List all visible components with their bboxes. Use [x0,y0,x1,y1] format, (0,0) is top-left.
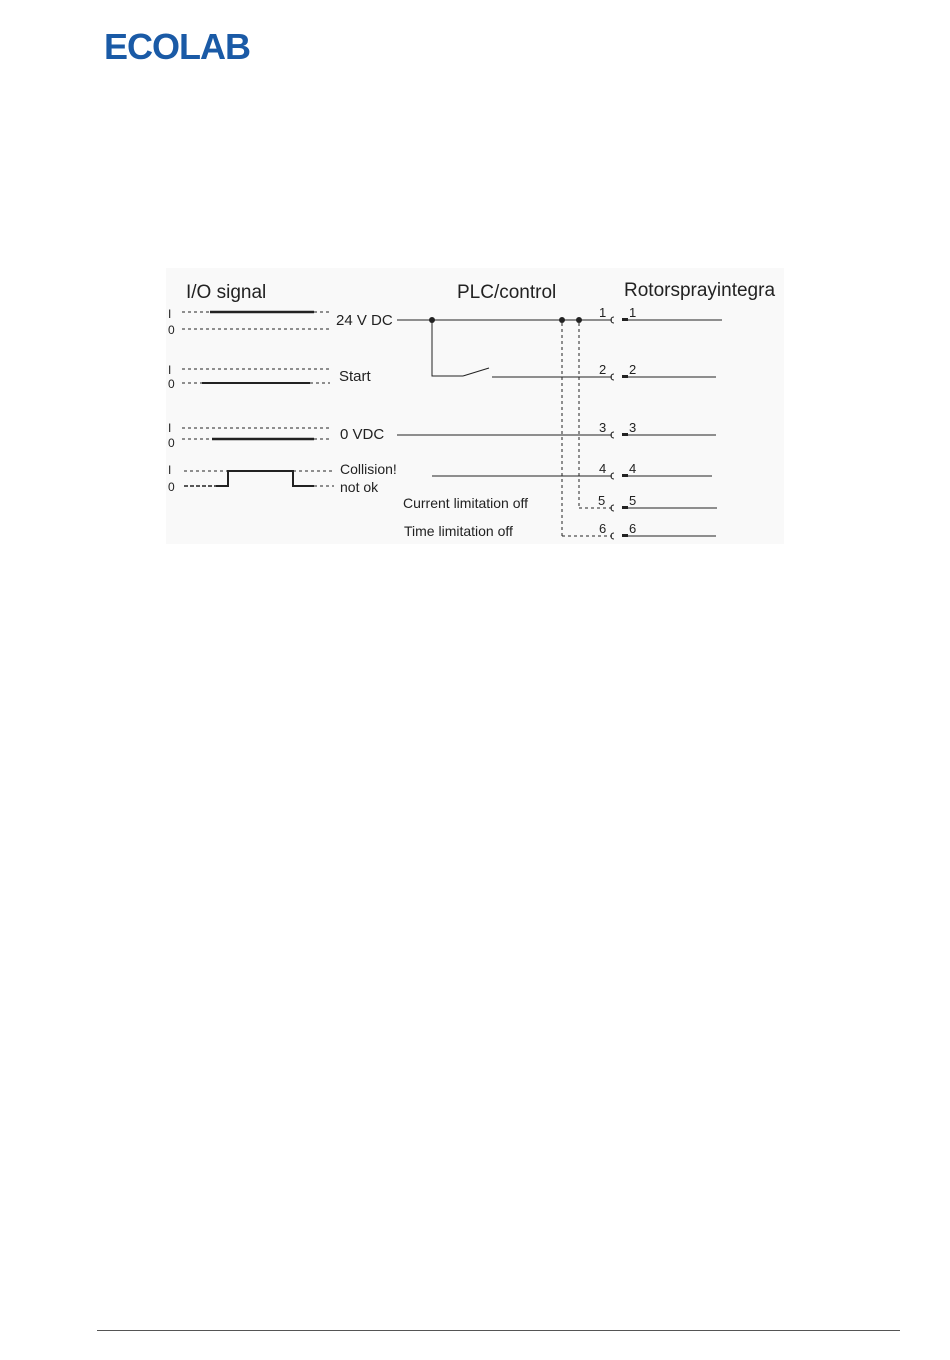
terminal-number-left: 2 [599,362,607,377]
signal-0vdc [168,421,612,450]
footer-divider [97,1330,900,1331]
terminal-number-right: 2 [629,362,637,377]
signal-high-marker: I [168,307,172,321]
signal-label-collision: Collision! [340,461,397,477]
wiring-diagram-svg [166,268,784,544]
heading-io-signal: I/O signal [186,282,267,303]
heading-plc-control: PLC/control [457,282,557,303]
terminal-number-left: 1 [599,305,607,320]
terminal-number-left: 6 [599,521,607,536]
terminal-block [598,305,722,539]
plc-wiring [403,317,612,539]
ecolab-logo-mark [104,28,259,64]
signal-low-marker: 0 [168,323,175,337]
terminal-number-right: 6 [629,521,637,536]
ecolab-logo [104,28,259,64]
signal-low-marker: 0 [168,480,175,494]
signal-collision [168,461,612,495]
signal-label-start: Start [339,368,371,385]
signal-low-marker: 0 [168,436,175,450]
terminal-number-left: 3 [599,420,607,435]
terminal-number-right: 4 [629,461,637,476]
terminal-number-right: 1 [629,305,637,320]
signal-label-24vdc: 24 V DC [336,312,393,329]
signal-low-marker: 0 [168,377,175,391]
terminal-number-right: 3 [629,420,637,435]
signal-high-marker: I [168,421,172,435]
junction-dot [559,317,565,323]
label-time-limitation: Time limitation off [404,523,513,539]
terminal-number-right: 5 [629,493,637,508]
label-current-limitation: Current limitation off [403,495,529,511]
switch-contact [463,368,489,376]
signal-high-marker: I [168,463,172,477]
junction-dot [576,317,582,323]
signal-label-not-ok: not ok [340,479,379,495]
signal-high-marker: I [168,363,172,377]
logo-text: ECOLAB [104,28,250,64]
heading-rotorsprayintegra: Rotorsprayintegra [624,280,776,301]
wiring-diagram [166,268,784,544]
signal-start [168,363,372,391]
signal-24vdc [168,307,432,337]
terminal-number-left: 4 [599,461,607,476]
terminal-number-left: 5 [598,493,606,508]
signal-label-0vdc: 0 VDC [340,426,385,443]
